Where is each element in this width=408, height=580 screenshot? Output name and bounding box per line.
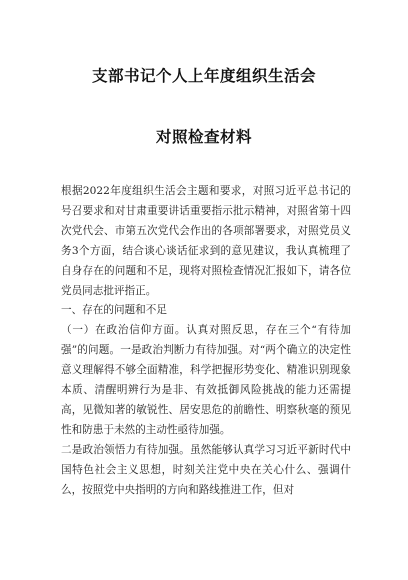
document-title-line-2: 对照检查材料 bbox=[155, 128, 252, 146]
paragraph-political-comprehension: 二是政治领悟力有待加强。虽然能够认真学习习近平新时代中国特色社会主义思想，时刻关注党中央在关心什么、强调什么，按照党中央指明的方向和路线推进工作，但对 bbox=[61, 443, 351, 496]
document-title-line-1: 支部书记个人上年度组织生活会 bbox=[91, 67, 316, 85]
paragraph-intro: 根据2022年度组织生活会主题和要求，对照习近平总书记的号召要求和对甘肃重要讲话重要指示批示精神，对照省第十四次党代会、市第五次党代会作出的各项部署要求，对照党员义务3个方面，结合谈心谈话征求到的意见建议，我认真梳理了自身存在的问题和不足，现将对照检查情况汇报如下，请各位党员同志批评指正。 bbox=[61, 185, 351, 297]
section-heading: 一、存在的问题和不足 bbox=[61, 304, 167, 317]
paragraph-political-belief: （一）在政治信仰方面。认真对照反思，存在三个“有待加强”的问题。一是政治判断力有待加强。对“两个确立的决定性意义理解得不够全面精准，科学把握形势变化、精准识别现象本质、清醒明辨行为是非、有效抵御风险挑战的能力还需提高，见微知著的敏锐性、居安思危的前瞻性、明察秋毫的预见性和防患于未然的主动性亟待加强。 bbox=[61, 324, 351, 436]
document-body bbox=[61, 182, 351, 501]
